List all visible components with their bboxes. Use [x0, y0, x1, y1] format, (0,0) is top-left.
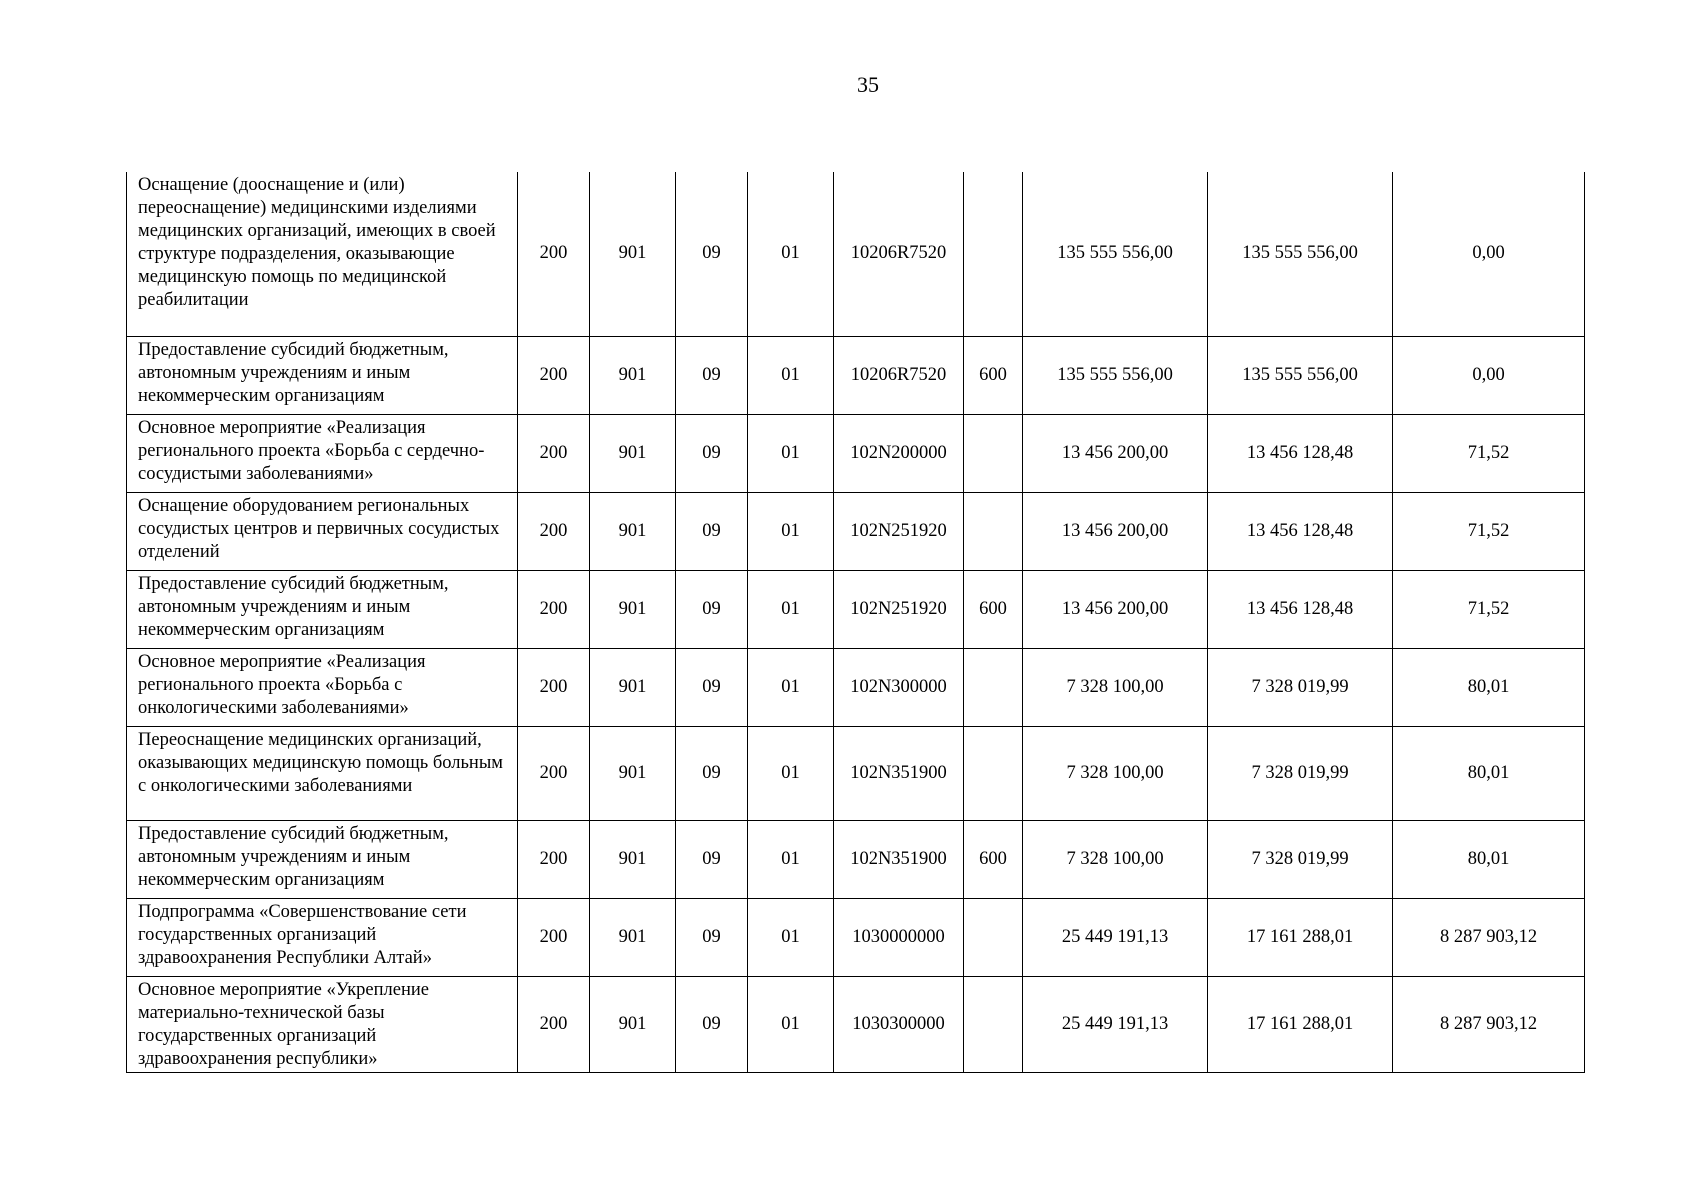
deviation-amount-cell: 8 287 903,12 — [1393, 898, 1585, 976]
target-article-cell: 102N351900 — [834, 726, 964, 820]
table-row — [127, 726, 1585, 820]
target-article-cell: 102N200000 — [834, 414, 964, 492]
target-article-cell: 102N300000 — [834, 648, 964, 726]
item-name: Предоставление субсидий бюджетным, автономным учреждениям и иным некоммерческим организациям — [138, 573, 449, 640]
section-cell: 09 — [676, 820, 748, 898]
code-cell: 200 — [518, 726, 590, 820]
item-name-cell — [127, 172, 518, 336]
expense-type-cell — [964, 976, 1023, 1072]
plan-amount-cell: 13 456 200,00 — [1023, 414, 1208, 492]
table-row — [127, 976, 1585, 1072]
admin-code-cell: 901 — [590, 898, 676, 976]
plan-amount-cell: 25 449 191,13 — [1023, 898, 1208, 976]
item-name: Основное мероприятие «Реализация регионального проекта «Борьба с сердечно-сосудистыми заболеваниями» — [138, 417, 485, 484]
table-row — [127, 414, 1585, 492]
target-article-cell: 102N351900 — [834, 820, 964, 898]
admin-code-cell: 901 — [590, 976, 676, 1072]
item-name-cell — [127, 414, 518, 492]
item-name-cell — [127, 570, 518, 648]
plan-amount-cell: 7 328 100,00 — [1023, 820, 1208, 898]
table-row — [127, 648, 1585, 726]
actual-amount-cell: 135 555 556,00 — [1208, 172, 1393, 336]
page-number: 35 — [857, 72, 879, 97]
admin-code-cell: 901 — [590, 570, 676, 648]
admin-code-cell: 901 — [590, 726, 676, 820]
budget-table — [126, 172, 1585, 1073]
subsection-cell: 01 — [748, 726, 834, 820]
code-cell: 200 — [518, 570, 590, 648]
actual-amount-cell: 135 555 556,00 — [1208, 336, 1393, 414]
actual-amount-cell: 13 456 128,48 — [1208, 570, 1393, 648]
section-cell: 09 — [676, 898, 748, 976]
subsection-cell: 01 — [748, 570, 834, 648]
target-article-cell: 102N251920 — [834, 492, 964, 570]
plan-amount-cell: 25 449 191,13 — [1023, 976, 1208, 1072]
subsection-cell: 01 — [748, 648, 834, 726]
deviation-amount-cell: 0,00 — [1393, 336, 1585, 414]
code-cell: 200 — [518, 898, 590, 976]
actual-amount-cell: 7 328 019,99 — [1208, 820, 1393, 898]
code-cell: 200 — [518, 820, 590, 898]
section-cell: 09 — [676, 726, 748, 820]
target-article-cell: 1030300000 — [834, 976, 964, 1072]
expense-type-cell — [964, 898, 1023, 976]
code-cell: 200 — [518, 492, 590, 570]
admin-code-cell: 901 — [590, 492, 676, 570]
plan-amount-cell: 7 328 100,00 — [1023, 648, 1208, 726]
admin-code-cell: 901 — [590, 820, 676, 898]
subsection-cell: 01 — [748, 820, 834, 898]
actual-amount-cell: 13 456 128,48 — [1208, 414, 1393, 492]
code-cell: 200 — [518, 976, 590, 1072]
expense-type-cell — [964, 414, 1023, 492]
expense-type-cell: 600 — [964, 336, 1023, 414]
item-name-cell — [127, 726, 518, 820]
subsection-cell: 01 — [748, 492, 834, 570]
item-name: Оснащение (дооснащение и (или) переоснащение) медицинскими изделиями медицинских организаций, имеющих в своей структуре подразделения, оказывающие медицинскую помощь по медицинской реабилитации — [138, 175, 496, 310]
section-cell: 09 — [676, 336, 748, 414]
admin-code-cell: 901 — [590, 414, 676, 492]
table-row — [127, 172, 1585, 336]
code-cell: 200 — [518, 336, 590, 414]
actual-amount-cell: 17 161 288,01 — [1208, 976, 1393, 1072]
expense-type-cell: 600 — [964, 570, 1023, 648]
item-name: Переоснащение медицинских организаций, оказывающих медицинскую помощь больным с онкологическими заболеваниями — [138, 729, 503, 796]
deviation-amount-cell: 8 287 903,12 — [1393, 976, 1585, 1072]
item-name-cell — [127, 898, 518, 976]
deviation-amount-cell: 80,01 — [1393, 726, 1585, 820]
plan-amount-cell: 13 456 200,00 — [1023, 570, 1208, 648]
admin-code-cell: 901 — [590, 648, 676, 726]
deviation-amount-cell: 71,52 — [1393, 492, 1585, 570]
deviation-amount-cell: 71,52 — [1393, 570, 1585, 648]
table-row — [127, 820, 1585, 898]
section-cell: 09 — [676, 414, 748, 492]
expense-type-cell — [964, 726, 1023, 820]
target-article-cell: 10206R7520 — [834, 172, 964, 336]
plan-amount-cell: 7 328 100,00 — [1023, 726, 1208, 820]
section-cell: 09 — [676, 648, 748, 726]
admin-code-cell: 901 — [590, 336, 676, 414]
plan-amount-cell: 135 555 556,00 — [1023, 172, 1208, 336]
subsection-cell: 01 — [748, 976, 834, 1072]
table-row — [127, 898, 1585, 976]
expense-type-cell — [964, 492, 1023, 570]
table-row — [127, 570, 1585, 648]
code-cell: 200 — [518, 648, 590, 726]
expense-type-cell: 600 — [964, 820, 1023, 898]
code-cell: 200 — [518, 172, 590, 336]
deviation-amount-cell: 80,01 — [1393, 648, 1585, 726]
section-cell: 09 — [676, 570, 748, 648]
item-name-cell — [127, 820, 518, 898]
expense-type-cell — [964, 172, 1023, 336]
subsection-cell: 01 — [748, 414, 834, 492]
deviation-amount-cell: 0,00 — [1393, 172, 1585, 336]
subsection-cell: 01 — [748, 898, 834, 976]
item-name-cell — [127, 492, 518, 570]
item-name: Основное мероприятие «Реализация регионального проекта «Борьба с онкологическими заболеваниями» — [138, 651, 426, 718]
actual-amount-cell: 7 328 019,99 — [1208, 648, 1393, 726]
item-name-cell — [127, 336, 518, 414]
actual-amount-cell: 17 161 288,01 — [1208, 898, 1393, 976]
item-name: Оснащение оборудованием региональных сосудистых центров и первичных сосудистых отделений — [138, 495, 500, 562]
admin-code-cell: 901 — [590, 172, 676, 336]
item-name-cell — [127, 976, 518, 1072]
target-article-cell: 102N251920 — [834, 570, 964, 648]
plan-amount-cell: 13 456 200,00 — [1023, 492, 1208, 570]
code-cell: 200 — [518, 414, 590, 492]
target-article-cell: 10206R7520 — [834, 336, 964, 414]
deviation-amount-cell: 80,01 — [1393, 820, 1585, 898]
expense-type-cell — [964, 648, 1023, 726]
item-name: Предоставление субсидий бюджетным, автономным учреждениям и иным некоммерческим организациям — [138, 339, 449, 406]
table-body — [127, 172, 1585, 1072]
subsection-cell: 01 — [748, 336, 834, 414]
target-article-cell: 1030000000 — [834, 898, 964, 976]
actual-amount-cell: 7 328 019,99 — [1208, 726, 1393, 820]
deviation-amount-cell: 71,52 — [1393, 414, 1585, 492]
item-name: Предоставление субсидий бюджетным, автономным учреждениям и иным некоммерческим организациям — [138, 823, 449, 890]
plan-amount-cell: 135 555 556,00 — [1023, 336, 1208, 414]
section-cell: 09 — [676, 976, 748, 1072]
subsection-cell: 01 — [748, 172, 834, 336]
actual-amount-cell: 13 456 128,48 — [1208, 492, 1393, 570]
table-row — [127, 492, 1585, 570]
section-cell: 09 — [676, 172, 748, 336]
table-row — [127, 336, 1585, 414]
item-name: Основное мероприятие «Укрепление материально-технической базы государственных организаций здравоохранения республики» — [138, 979, 429, 1069]
section-cell: 09 — [676, 492, 748, 570]
item-name: Подпрограмма «Совершенствование сети государственных организаций здравоохранения Республики Алтай» — [138, 901, 467, 968]
item-name-cell — [127, 648, 518, 726]
